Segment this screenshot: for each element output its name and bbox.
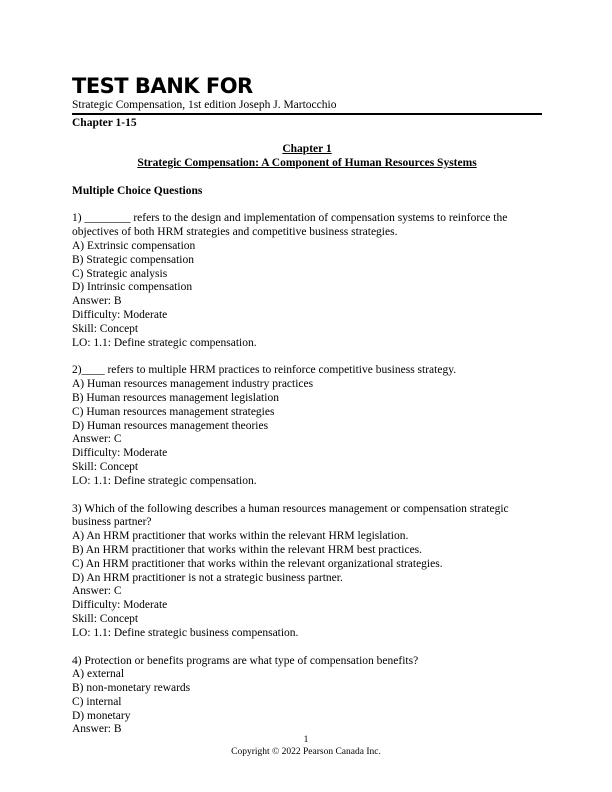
learning-objective: LO: 1.1: Define strategic compensation. (72, 474, 257, 487)
question-stem: 2)____ refers to multiple HRM practices to reinforce competitive business strategy. (72, 364, 457, 377)
difficulty: Difficulty: Moderate (72, 308, 168, 321)
option-d: D) Human resources management theories (72, 419, 269, 432)
answer: Answer: B (72, 723, 122, 736)
difficulty: Difficulty: Moderate (72, 447, 168, 460)
answer: Answer: C (72, 585, 122, 598)
option-b: B) non-monetary rewards (72, 682, 191, 695)
question-4 (72, 655, 542, 738)
page-number: 1 (303, 735, 309, 745)
question-stem: 1) ________ refers to the design and implementation of compensation systems to reinforce the objectives of both HRM strategies and competitive business strategies. (72, 212, 508, 239)
option-c: C) Strategic analysis (72, 267, 168, 280)
option-a: A) external (72, 668, 125, 681)
option-a: A) An HRM practitioner that works within the relevant HRM legislation. (72, 530, 409, 543)
page-footer (0, 734, 612, 758)
question-3 (72, 503, 542, 641)
section-heading: Multiple Choice Questions (72, 184, 203, 197)
answer: Answer: C (72, 433, 122, 446)
option-c: C) An HRM practitioner that works within the relevant organizational strategies. (72, 557, 443, 570)
learning-objective: LO: 1.1: Define strategic compensation. (72, 336, 257, 349)
option-d: D) An HRM practitioner is not a strategic business partner. (72, 571, 343, 584)
document-title: TEST BANK FOR (72, 74, 253, 98)
question-stem: 3) Which of the following describes a human resources management or compensation strategic business partner? (72, 502, 509, 529)
question-stem: 4) Protection or benefits programs are what type of compensation benefits? (72, 654, 419, 667)
option-b: B) Strategic compensation (72, 253, 194, 266)
skill: Skill: Concept (72, 460, 139, 473)
option-c: C) Human resources management strategies (72, 405, 275, 418)
difficulty: Difficulty: Moderate (72, 599, 168, 612)
header-divider (72, 113, 542, 115)
chapter-number: Chapter 1 (282, 143, 332, 155)
option-c: C) internal (72, 695, 122, 708)
option-a: A) Extrinsic compensation (72, 239, 196, 252)
copyright-notice: Copyright © 2022 Pearson Canada Inc. (231, 747, 381, 757)
learning-objective: LO: 1.1: Define strategic business compensation. (72, 626, 299, 639)
chapter-title: Strategic Compensation: A Component of Human Resources Systems (137, 156, 477, 169)
option-d: D) monetary (72, 709, 131, 722)
skill: Skill: Concept (72, 322, 139, 335)
option-a: A) Human resources management industry practices (72, 378, 314, 391)
option-b: B) Human resources management legislation (72, 391, 279, 404)
chapter-range: Chapter 1-15 (72, 117, 137, 129)
answer: Answer: B (72, 295, 122, 308)
option-b: B) An HRM practitioner that works within the relevant HRM best practices. (72, 543, 423, 556)
skill: Skill: Concept (72, 612, 139, 625)
question-2 (72, 364, 542, 488)
question-1 (72, 212, 542, 350)
option-d: D) Intrinsic compensation (72, 281, 193, 294)
document-body (72, 143, 542, 737)
document-header (72, 74, 542, 130)
book-subtitle: Strategic Compensation, 1st edition Joseph J. Martocchio (72, 99, 337, 111)
